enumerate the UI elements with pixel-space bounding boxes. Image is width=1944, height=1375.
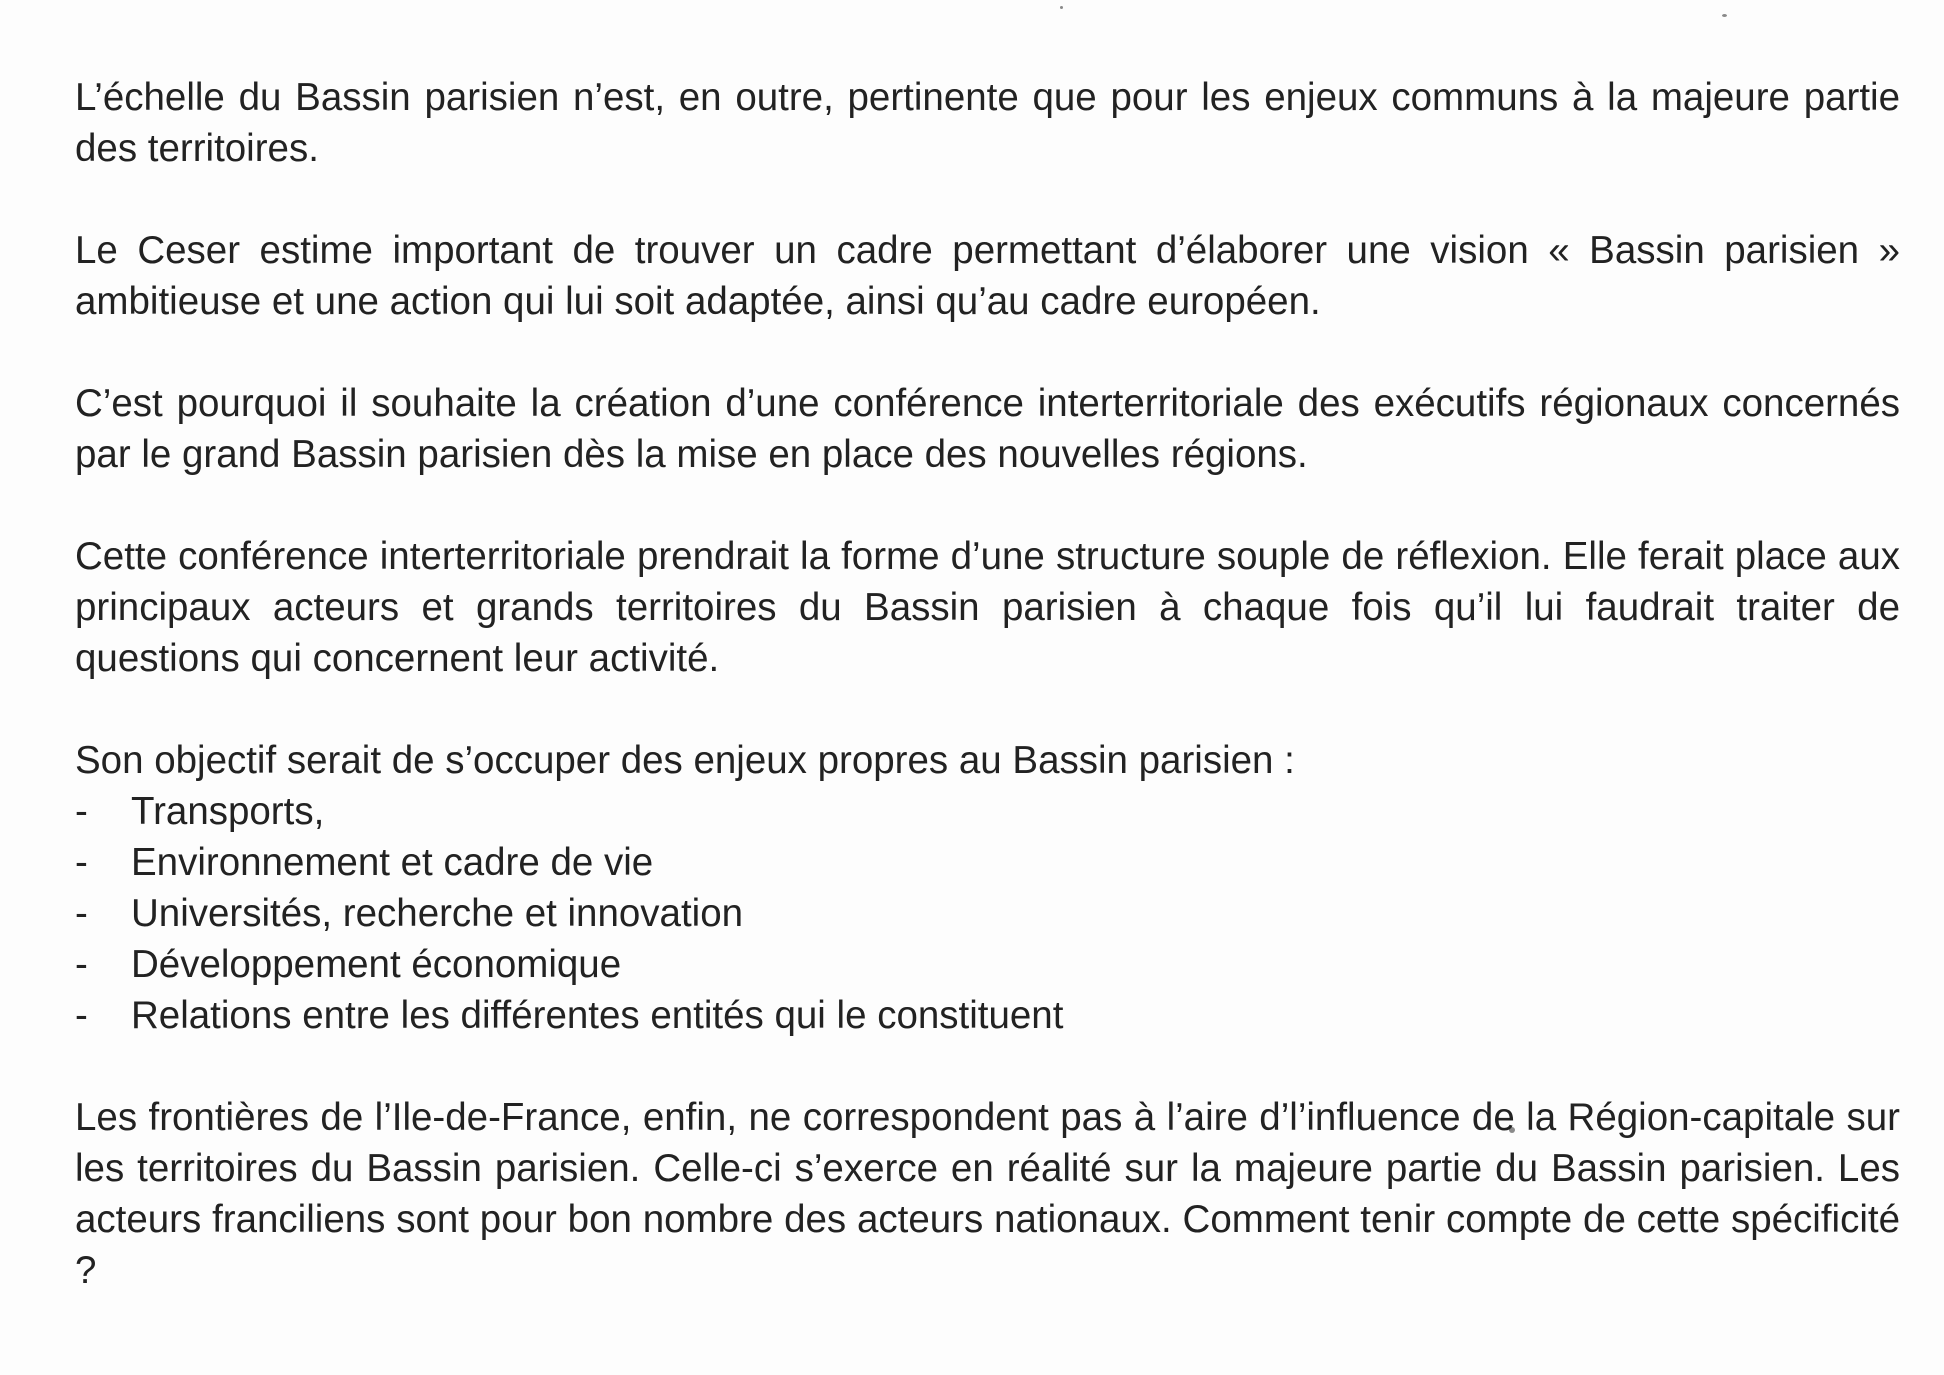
scan-speck bbox=[1722, 14, 1727, 17]
list-item-text: Transports, bbox=[131, 790, 325, 833]
paragraph-ceser-cadre: Le Ceser estime important de trouver un cadre permettant d’élaborer une vision « Bassin parisien » ambitieuse et une action qui lui soit adaptée, ainsi qu’au cadre européen. bbox=[75, 229, 1900, 323]
document-body bbox=[75, 72, 1900, 1347]
paragraph-echelle: L’échelle du Bassin parisien n’est, en outre, pertinente que pour les enjeux communs à la majeure partie des territoires. bbox=[75, 76, 1900, 170]
list-item-text: Environnement et cadre de vie bbox=[131, 841, 654, 884]
paragraph-conference-forme: Cette conférence interterritoriale prendrait la forme d’une structure souple de réflexion. Elle ferait place aux principaux acteurs et grands territoires du Bassin parisien à chaque fois qu’il lui faudrait traiter de questions qui concernent leur activité. bbox=[75, 535, 1900, 680]
scan-speck bbox=[1060, 6, 1063, 9]
paragraph-conference-creation: C’est pourquoi il souhaite la création d’une conférence interterritoriale des exécutifs régionaux concernés par le grand Bassin parisien dès la mise en place des nouvelles régions. bbox=[75, 382, 1900, 476]
objectives-list bbox=[75, 786, 1900, 1041]
list-intro: Son objectif serait de s’occuper des enjeux propres au Bassin parisien : bbox=[75, 739, 1295, 782]
list-item-text: Développement économique bbox=[131, 943, 622, 986]
paragraph-frontieres: Les frontières de l’Ile-de-France, enfin, ne correspondent pas à l’aire d’l’influence de la Région-capitale sur les territoires du Bassin parisien. Celle-ci s’exerce en réalité sur la majeure partie du Bassin parisien. Les acteurs franciliens sont pour bon nombre des acteurs nationaux. Comment tenir compte de cette spécificité ? bbox=[75, 1096, 1900, 1292]
bullet-dash: - bbox=[75, 892, 88, 935]
list-item bbox=[75, 888, 1900, 939]
bullet-dash: - bbox=[75, 943, 88, 986]
list-item bbox=[75, 837, 1900, 888]
list-item bbox=[75, 786, 1900, 837]
bullet-dash: - bbox=[75, 994, 88, 1037]
list-item bbox=[75, 990, 1900, 1041]
list-item-text: Relations entre les différentes entités qui le constituent bbox=[131, 994, 1064, 1037]
bullet-dash: - bbox=[75, 841, 88, 884]
list-item-text: Universités, recherche et innovation bbox=[131, 892, 744, 935]
bullet-dash: - bbox=[75, 790, 88, 833]
list-item bbox=[75, 939, 1900, 990]
